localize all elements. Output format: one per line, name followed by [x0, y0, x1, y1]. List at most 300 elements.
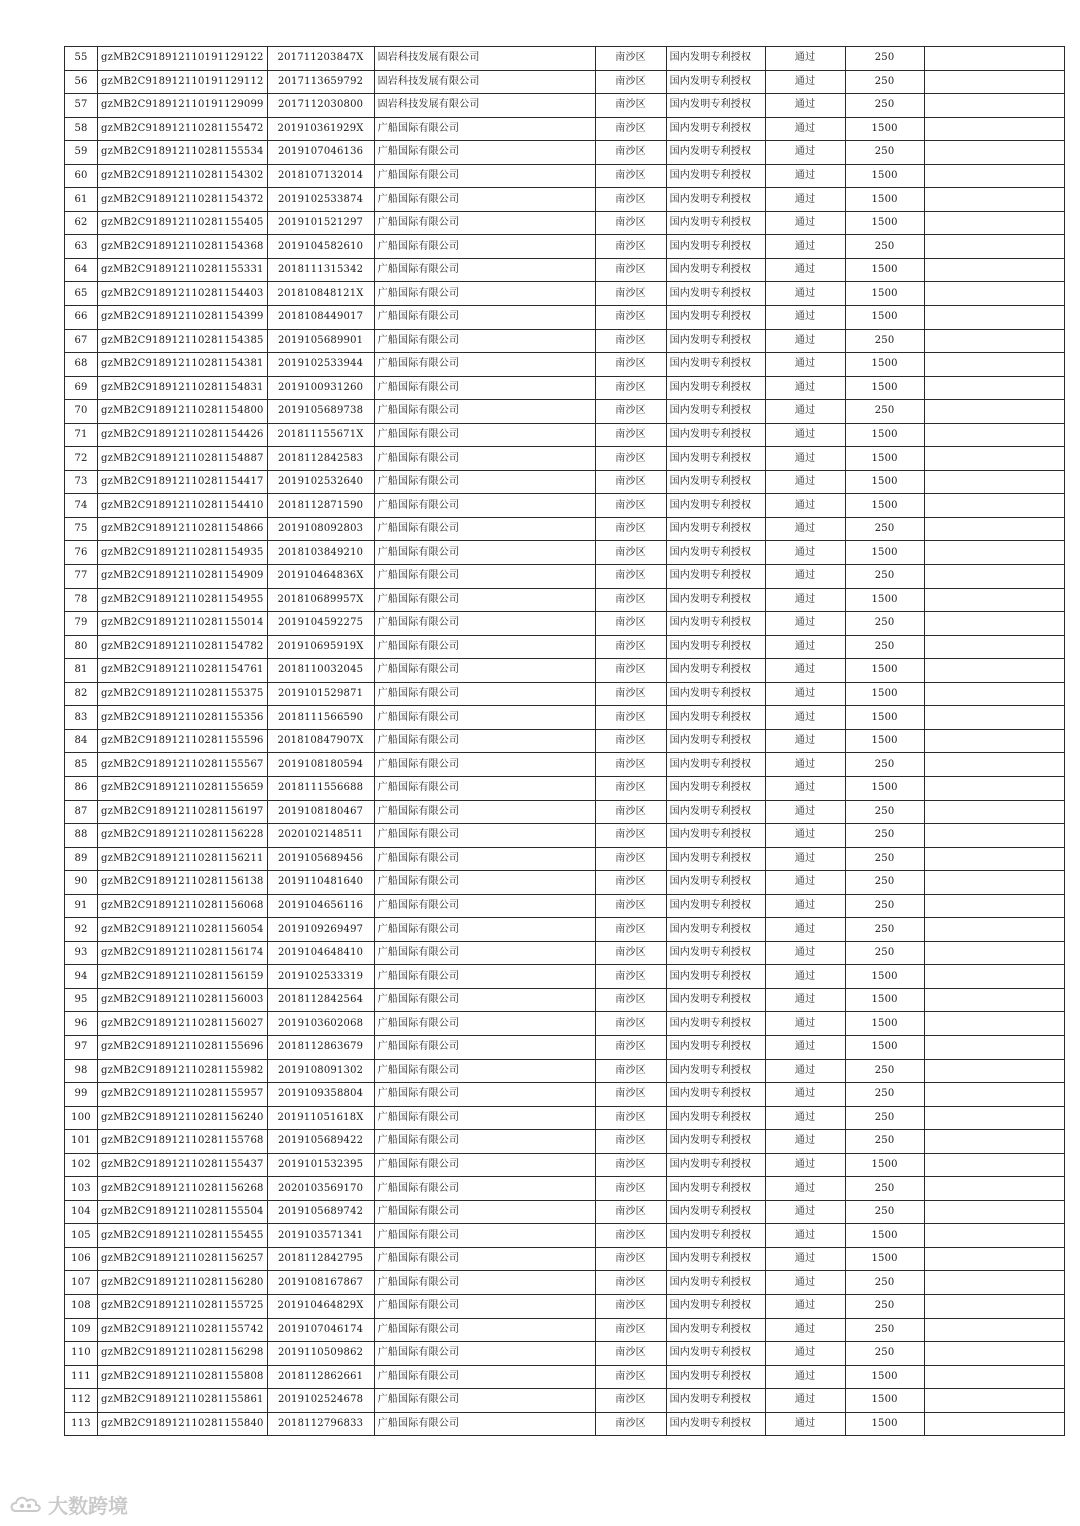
company-name-cell: 广船国际有限公司	[374, 941, 595, 965]
amount-cell: 1500	[845, 306, 924, 330]
company-name-cell: 广船国际有限公司	[374, 1412, 595, 1436]
patent-number-cell: 2019108180467	[267, 800, 374, 824]
row-number-cell: 96	[65, 1012, 98, 1036]
application-code-cell: gzMB2C918912110281155437	[98, 1153, 268, 1177]
table-row	[65, 1035, 1065, 1059]
review-result-cell: 通过	[765, 612, 845, 636]
application-code-cell: gzMB2C918912110281154782	[98, 635, 268, 659]
amount-cell: 1500	[845, 659, 924, 683]
amount-cell: 250	[845, 1083, 924, 1107]
amount-cell: 250	[845, 565, 924, 589]
amount-cell: 1500	[845, 470, 924, 494]
amount-cell: 1500	[845, 1247, 924, 1271]
company-name-cell: 广船国际有限公司	[374, 1389, 595, 1413]
row-number-cell: 101	[65, 1130, 98, 1154]
company-name-cell: 固岩科技发展有限公司	[374, 47, 595, 71]
award-type-cell: 国内发明专利授权	[666, 211, 765, 235]
remarks-cell	[924, 965, 1064, 989]
award-type-cell: 国内发明专利授权	[666, 1247, 765, 1271]
district-cell: 南沙区	[595, 400, 666, 424]
table-row	[65, 164, 1065, 188]
remarks-cell	[924, 824, 1064, 848]
award-type-cell: 国内发明专利授权	[666, 541, 765, 565]
patent-number-cell: 2019101529871	[267, 682, 374, 706]
table-row	[65, 706, 1065, 730]
amount-cell: 250	[845, 517, 924, 541]
table-row	[65, 494, 1065, 518]
remarks-cell	[924, 211, 1064, 235]
patent-number-cell: 2019108092803	[267, 517, 374, 541]
table-row	[65, 1271, 1065, 1295]
company-name-cell: 广船国际有限公司	[374, 188, 595, 212]
table-row	[65, 376, 1065, 400]
remarks-cell	[924, 94, 1064, 118]
row-number-cell: 98	[65, 1059, 98, 1083]
remarks-cell	[924, 635, 1064, 659]
amount-cell: 1500	[845, 447, 924, 471]
remarks-cell	[924, 188, 1064, 212]
district-cell: 南沙区	[595, 1412, 666, 1436]
row-number-cell: 66	[65, 306, 98, 330]
review-result-cell: 通过	[765, 565, 845, 589]
remarks-cell	[924, 1153, 1064, 1177]
table-row	[65, 682, 1065, 706]
amount-cell: 1500	[845, 682, 924, 706]
remarks-cell	[924, 1365, 1064, 1389]
remarks-cell	[924, 1106, 1064, 1130]
row-number-cell: 100	[65, 1106, 98, 1130]
remarks-cell	[924, 776, 1064, 800]
company-name-cell: 广船国际有限公司	[374, 588, 595, 612]
table-row	[65, 776, 1065, 800]
table-row	[65, 1083, 1065, 1107]
application-code-cell: gzMB2C918912110281154399	[98, 306, 268, 330]
amount-cell: 250	[845, 871, 924, 895]
review-result-cell: 通过	[765, 164, 845, 188]
district-cell: 南沙区	[595, 47, 666, 71]
review-result-cell: 通过	[765, 282, 845, 306]
award-type-cell: 国内发明专利授权	[666, 70, 765, 94]
company-name-cell: 广船国际有限公司	[374, 565, 595, 589]
district-cell: 南沙区	[595, 941, 666, 965]
amount-cell: 1500	[845, 258, 924, 282]
patent-number-cell: 2019100931260	[267, 376, 374, 400]
amount-cell: 1500	[845, 588, 924, 612]
district-cell: 南沙区	[595, 517, 666, 541]
table-row	[65, 871, 1065, 895]
amount-cell: 250	[845, 753, 924, 777]
award-type-cell: 国内发明专利授权	[666, 1106, 765, 1130]
application-code-cell: gzMB2C918912110281156228	[98, 824, 268, 848]
remarks-cell	[924, 800, 1064, 824]
patent-number-cell: 2018103849210	[267, 541, 374, 565]
patent-number-cell: 2018112842564	[267, 988, 374, 1012]
row-number-cell: 91	[65, 894, 98, 918]
application-code-cell: gzMB2C918912110281155331	[98, 258, 268, 282]
row-number-cell: 59	[65, 141, 98, 165]
patent-number-cell: 2018112863679	[267, 1035, 374, 1059]
application-code-cell: gzMB2C918912110281155596	[98, 729, 268, 753]
patent-number-cell: 2018107132014	[267, 164, 374, 188]
amount-cell: 250	[845, 800, 924, 824]
patent-number-cell: 2018112871590	[267, 494, 374, 518]
remarks-cell	[924, 729, 1064, 753]
award-type-cell: 国内发明专利授权	[666, 1153, 765, 1177]
award-type-cell: 国内发明专利授权	[666, 470, 765, 494]
remarks-cell	[924, 612, 1064, 636]
application-code-cell: gzMB2C918912110281154831	[98, 376, 268, 400]
table-row	[65, 235, 1065, 259]
remarks-cell	[924, 1200, 1064, 1224]
district-cell: 南沙区	[595, 1200, 666, 1224]
award-type-cell: 国内发明专利授权	[666, 565, 765, 589]
row-number-cell: 90	[65, 871, 98, 895]
application-code-cell: gzMB2C918912110281156197	[98, 800, 268, 824]
district-cell: 南沙区	[595, 470, 666, 494]
application-code-cell: gzMB2C918912110281155861	[98, 1389, 268, 1413]
district-cell: 南沙区	[595, 871, 666, 895]
award-type-cell: 国内发明专利授权	[666, 1224, 765, 1248]
patent-number-cell: 2019109358804	[267, 1083, 374, 1107]
patent-number-cell: 2018112862661	[267, 1365, 374, 1389]
table-row	[65, 918, 1065, 942]
district-cell: 南沙区	[595, 1389, 666, 1413]
company-name-cell: 广船国际有限公司	[374, 1271, 595, 1295]
remarks-cell	[924, 329, 1064, 353]
remarks-cell	[924, 588, 1064, 612]
application-code-cell: gzMB2C918912110281154410	[98, 494, 268, 518]
patent-number-cell: 2019104656116	[267, 894, 374, 918]
table-row	[65, 94, 1065, 118]
application-code-cell: gzMB2C918912110281156159	[98, 965, 268, 989]
patent-number-cell: 2020102148511	[267, 824, 374, 848]
remarks-cell	[924, 1271, 1064, 1295]
application-code-cell: gzMB2C918912110191129112	[98, 70, 268, 94]
company-name-cell: 广船国际有限公司	[374, 329, 595, 353]
company-name-cell: 广船国际有限公司	[374, 871, 595, 895]
table-row	[65, 141, 1065, 165]
amount-cell: 1500	[845, 423, 924, 447]
row-number-cell: 99	[65, 1083, 98, 1107]
row-number-cell: 102	[65, 1153, 98, 1177]
company-name-cell: 广船国际有限公司	[374, 824, 595, 848]
amount-cell: 250	[845, 1318, 924, 1342]
review-result-cell: 通过	[765, 1224, 845, 1248]
award-type-cell: 国内发明专利授权	[666, 965, 765, 989]
patent-number-cell: 2019108167867	[267, 1271, 374, 1295]
remarks-cell	[924, 306, 1064, 330]
award-type-cell: 国内发明专利授权	[666, 517, 765, 541]
review-result-cell: 通过	[765, 682, 845, 706]
company-name-cell: 广船国际有限公司	[374, 988, 595, 1012]
remarks-cell	[924, 1389, 1064, 1413]
review-result-cell: 通过	[765, 894, 845, 918]
amount-cell: 1500	[845, 1153, 924, 1177]
award-type-cell: 国内发明专利授权	[666, 824, 765, 848]
district-cell: 南沙区	[595, 588, 666, 612]
amount-cell: 1500	[845, 1224, 924, 1248]
table-row	[65, 211, 1065, 235]
row-number-cell: 73	[65, 470, 98, 494]
row-number-cell: 67	[65, 329, 98, 353]
remarks-cell	[924, 117, 1064, 141]
review-result-cell: 通过	[765, 1342, 845, 1366]
patent-number-cell: 2019107046136	[267, 141, 374, 165]
row-number-cell: 72	[65, 447, 98, 471]
review-result-cell: 通过	[765, 588, 845, 612]
review-result-cell: 通过	[765, 494, 845, 518]
remarks-cell	[924, 235, 1064, 259]
row-number-cell: 81	[65, 659, 98, 683]
award-type-cell: 国内发明专利授权	[666, 447, 765, 471]
review-result-cell: 通过	[765, 1177, 845, 1201]
district-cell: 南沙区	[595, 847, 666, 871]
patent-number-cell: 201910361929X	[267, 117, 374, 141]
district-cell: 南沙区	[595, 447, 666, 471]
patent-number-cell: 2018111556688	[267, 776, 374, 800]
remarks-cell	[924, 988, 1064, 1012]
amount-cell: 250	[845, 70, 924, 94]
review-result-cell: 通过	[765, 329, 845, 353]
remarks-cell	[924, 447, 1064, 471]
patent-number-cell: 2019105689901	[267, 329, 374, 353]
review-result-cell: 通过	[765, 776, 845, 800]
award-type-cell: 国内发明专利授权	[666, 847, 765, 871]
row-number-cell: 93	[65, 941, 98, 965]
district-cell: 南沙区	[595, 682, 666, 706]
patent-number-cell: 2019103602068	[267, 1012, 374, 1036]
application-code-cell: gzMB2C918912110281154761	[98, 659, 268, 683]
award-type-cell: 国内发明专利授权	[666, 1035, 765, 1059]
review-result-cell: 通过	[765, 423, 845, 447]
review-result-cell: 通过	[765, 847, 845, 871]
company-name-cell: 广船国际有限公司	[374, 282, 595, 306]
table-row	[65, 965, 1065, 989]
application-code-cell: gzMB2C918912110281155534	[98, 141, 268, 165]
table-row	[65, 1389, 1065, 1413]
amount-cell: 1500	[845, 353, 924, 377]
district-cell: 南沙区	[595, 70, 666, 94]
award-type-cell: 国内发明专利授权	[666, 188, 765, 212]
company-name-cell: 广船国际有限公司	[374, 1035, 595, 1059]
company-name-cell: 广船国际有限公司	[374, 1012, 595, 1036]
application-code-cell: gzMB2C918912110281156054	[98, 918, 268, 942]
remarks-cell	[924, 871, 1064, 895]
district-cell: 南沙区	[595, 753, 666, 777]
amount-cell: 250	[845, 847, 924, 871]
application-code-cell: gzMB2C918912110281154302	[98, 164, 268, 188]
review-result-cell: 通过	[765, 1412, 845, 1436]
company-name-cell: 广船国际有限公司	[374, 1342, 595, 1366]
remarks-cell	[924, 918, 1064, 942]
application-code-cell: gzMB2C918912110281155014	[98, 612, 268, 636]
patent-number-cell: 2018111566590	[267, 706, 374, 730]
amount-cell: 1500	[845, 988, 924, 1012]
company-name-cell: 广船国际有限公司	[374, 258, 595, 282]
remarks-cell	[924, 659, 1064, 683]
application-code-cell: gzMB2C918912110281154381	[98, 353, 268, 377]
remarks-cell	[924, 847, 1064, 871]
review-result-cell: 通过	[765, 1012, 845, 1036]
award-type-cell: 国内发明专利授权	[666, 329, 765, 353]
district-cell: 南沙区	[595, 965, 666, 989]
application-code-cell: gzMB2C918912110281156068	[98, 894, 268, 918]
district-cell: 南沙区	[595, 1153, 666, 1177]
table-row	[65, 1365, 1065, 1389]
review-result-cell: 通过	[765, 1247, 845, 1271]
application-code-cell: gzMB2C918912110281156280	[98, 1271, 268, 1295]
award-type-cell: 国内发明专利授权	[666, 353, 765, 377]
amount-cell: 250	[845, 612, 924, 636]
row-number-cell: 57	[65, 94, 98, 118]
application-code-cell: gzMB2C918912110191129122	[98, 47, 268, 71]
row-number-cell: 55	[65, 47, 98, 71]
review-result-cell: 通过	[765, 1035, 845, 1059]
award-type-cell: 国内发明专利授权	[666, 588, 765, 612]
amount-cell: 1500	[845, 376, 924, 400]
company-name-cell: 广船国际有限公司	[374, 541, 595, 565]
row-number-cell: 84	[65, 729, 98, 753]
district-cell: 南沙区	[595, 1012, 666, 1036]
application-code-cell: gzMB2C918912110281154417	[98, 470, 268, 494]
patent-number-cell: 2019105689742	[267, 1200, 374, 1224]
application-code-cell: gzMB2C918912110281154887	[98, 447, 268, 471]
application-code-cell: gzMB2C918912110281156003	[98, 988, 268, 1012]
remarks-cell	[924, 1012, 1064, 1036]
table-row	[65, 824, 1065, 848]
row-number-cell: 68	[65, 353, 98, 377]
patent-number-cell: 2019103571341	[267, 1224, 374, 1248]
remarks-cell	[924, 941, 1064, 965]
award-type-cell: 国内发明专利授权	[666, 1012, 765, 1036]
row-number-cell: 64	[65, 258, 98, 282]
company-name-cell: 固岩科技发展有限公司	[374, 70, 595, 94]
table-row	[65, 753, 1065, 777]
amount-cell: 250	[845, 1271, 924, 1295]
company-name-cell: 广船国际有限公司	[374, 1106, 595, 1130]
amount-cell: 250	[845, 1177, 924, 1201]
award-type-cell: 国内发明专利授权	[666, 1271, 765, 1295]
award-type-cell: 国内发明专利授权	[666, 1412, 765, 1436]
table-row	[65, 1177, 1065, 1201]
remarks-cell	[924, 1059, 1064, 1083]
award-type-cell: 国内发明专利授权	[666, 258, 765, 282]
district-cell: 南沙区	[595, 211, 666, 235]
row-number-cell: 83	[65, 706, 98, 730]
table-row	[65, 423, 1065, 447]
table-row	[65, 470, 1065, 494]
patent-number-cell: 2019105689422	[267, 1130, 374, 1154]
patent-number-cell: 201711203847X	[267, 47, 374, 71]
award-type-cell: 国内发明专利授权	[666, 635, 765, 659]
remarks-cell	[924, 1294, 1064, 1318]
application-code-cell: gzMB2C918912110281156298	[98, 1342, 268, 1366]
district-cell: 南沙区	[595, 188, 666, 212]
row-number-cell: 79	[65, 612, 98, 636]
award-type-cell: 国内发明专利授权	[666, 988, 765, 1012]
row-number-cell: 94	[65, 965, 98, 989]
review-result-cell: 通过	[765, 1059, 845, 1083]
row-number-cell: 76	[65, 541, 98, 565]
review-result-cell: 通过	[765, 211, 845, 235]
district-cell: 南沙区	[595, 988, 666, 1012]
amount-cell: 250	[845, 1200, 924, 1224]
review-result-cell: 通过	[765, 94, 845, 118]
table-row	[65, 1200, 1065, 1224]
row-number-cell: 74	[65, 494, 98, 518]
patent-number-cell: 2020103569170	[267, 1177, 374, 1201]
district-cell: 南沙区	[595, 918, 666, 942]
patent-number-cell: 201811155671X	[267, 423, 374, 447]
review-result-cell: 通过	[765, 1153, 845, 1177]
award-type-cell: 国内发明专利授权	[666, 164, 765, 188]
review-result-cell: 通过	[765, 918, 845, 942]
review-result-cell: 通过	[765, 1106, 845, 1130]
review-result-cell: 通过	[765, 941, 845, 965]
remarks-cell	[924, 682, 1064, 706]
row-number-cell: 89	[65, 847, 98, 871]
review-result-cell: 通过	[765, 800, 845, 824]
remarks-cell	[924, 706, 1064, 730]
patent-number-cell: 2019107046174	[267, 1318, 374, 1342]
review-result-cell: 通过	[765, 1130, 845, 1154]
patent-number-cell: 2018112796833	[267, 1412, 374, 1436]
company-name-cell: 广船国际有限公司	[374, 1083, 595, 1107]
row-number-cell: 78	[65, 588, 98, 612]
company-name-cell: 广船国际有限公司	[374, 965, 595, 989]
district-cell: 南沙区	[595, 800, 666, 824]
patent-number-cell: 2019108091302	[267, 1059, 374, 1083]
review-result-cell: 通过	[765, 1389, 845, 1413]
district-cell: 南沙区	[595, 235, 666, 259]
row-number-cell: 86	[65, 776, 98, 800]
remarks-cell	[924, 894, 1064, 918]
award-type-cell: 国内发明专利授权	[666, 1294, 765, 1318]
remarks-cell	[924, 494, 1064, 518]
table-row	[65, 1059, 1065, 1083]
review-result-cell: 通过	[765, 659, 845, 683]
amount-cell: 1500	[845, 188, 924, 212]
table-row	[65, 1318, 1065, 1342]
award-type-cell: 国内发明专利授权	[666, 1389, 765, 1413]
review-result-cell: 通过	[765, 706, 845, 730]
company-name-cell: 广船国际有限公司	[374, 1224, 595, 1248]
table-row	[65, 894, 1065, 918]
district-cell: 南沙区	[595, 376, 666, 400]
amount-cell: 1500	[845, 1365, 924, 1389]
company-name-cell: 广船国际有限公司	[374, 753, 595, 777]
award-type-cell: 国内发明专利授权	[666, 659, 765, 683]
district-cell: 南沙区	[595, 141, 666, 165]
application-code-cell: gzMB2C918912110281154372	[98, 188, 268, 212]
remarks-cell	[924, 565, 1064, 589]
row-number-cell: 56	[65, 70, 98, 94]
application-code-cell: gzMB2C918912110281155504	[98, 1200, 268, 1224]
amount-cell: 250	[845, 400, 924, 424]
review-result-cell: 通过	[765, 141, 845, 165]
row-number-cell: 87	[65, 800, 98, 824]
application-code-cell: gzMB2C918912110281155405	[98, 211, 268, 235]
table-row	[65, 1224, 1065, 1248]
table-row	[65, 282, 1065, 306]
review-result-cell: 通过	[765, 1200, 845, 1224]
application-code-cell: gzMB2C918912110281154426	[98, 423, 268, 447]
patent-number-cell: 2017112030800	[267, 94, 374, 118]
amount-cell: 1500	[845, 1412, 924, 1436]
patent-number-cell: 201810848121X	[267, 282, 374, 306]
district-cell: 南沙区	[595, 1059, 666, 1083]
patent-number-cell: 201810689957X	[267, 588, 374, 612]
